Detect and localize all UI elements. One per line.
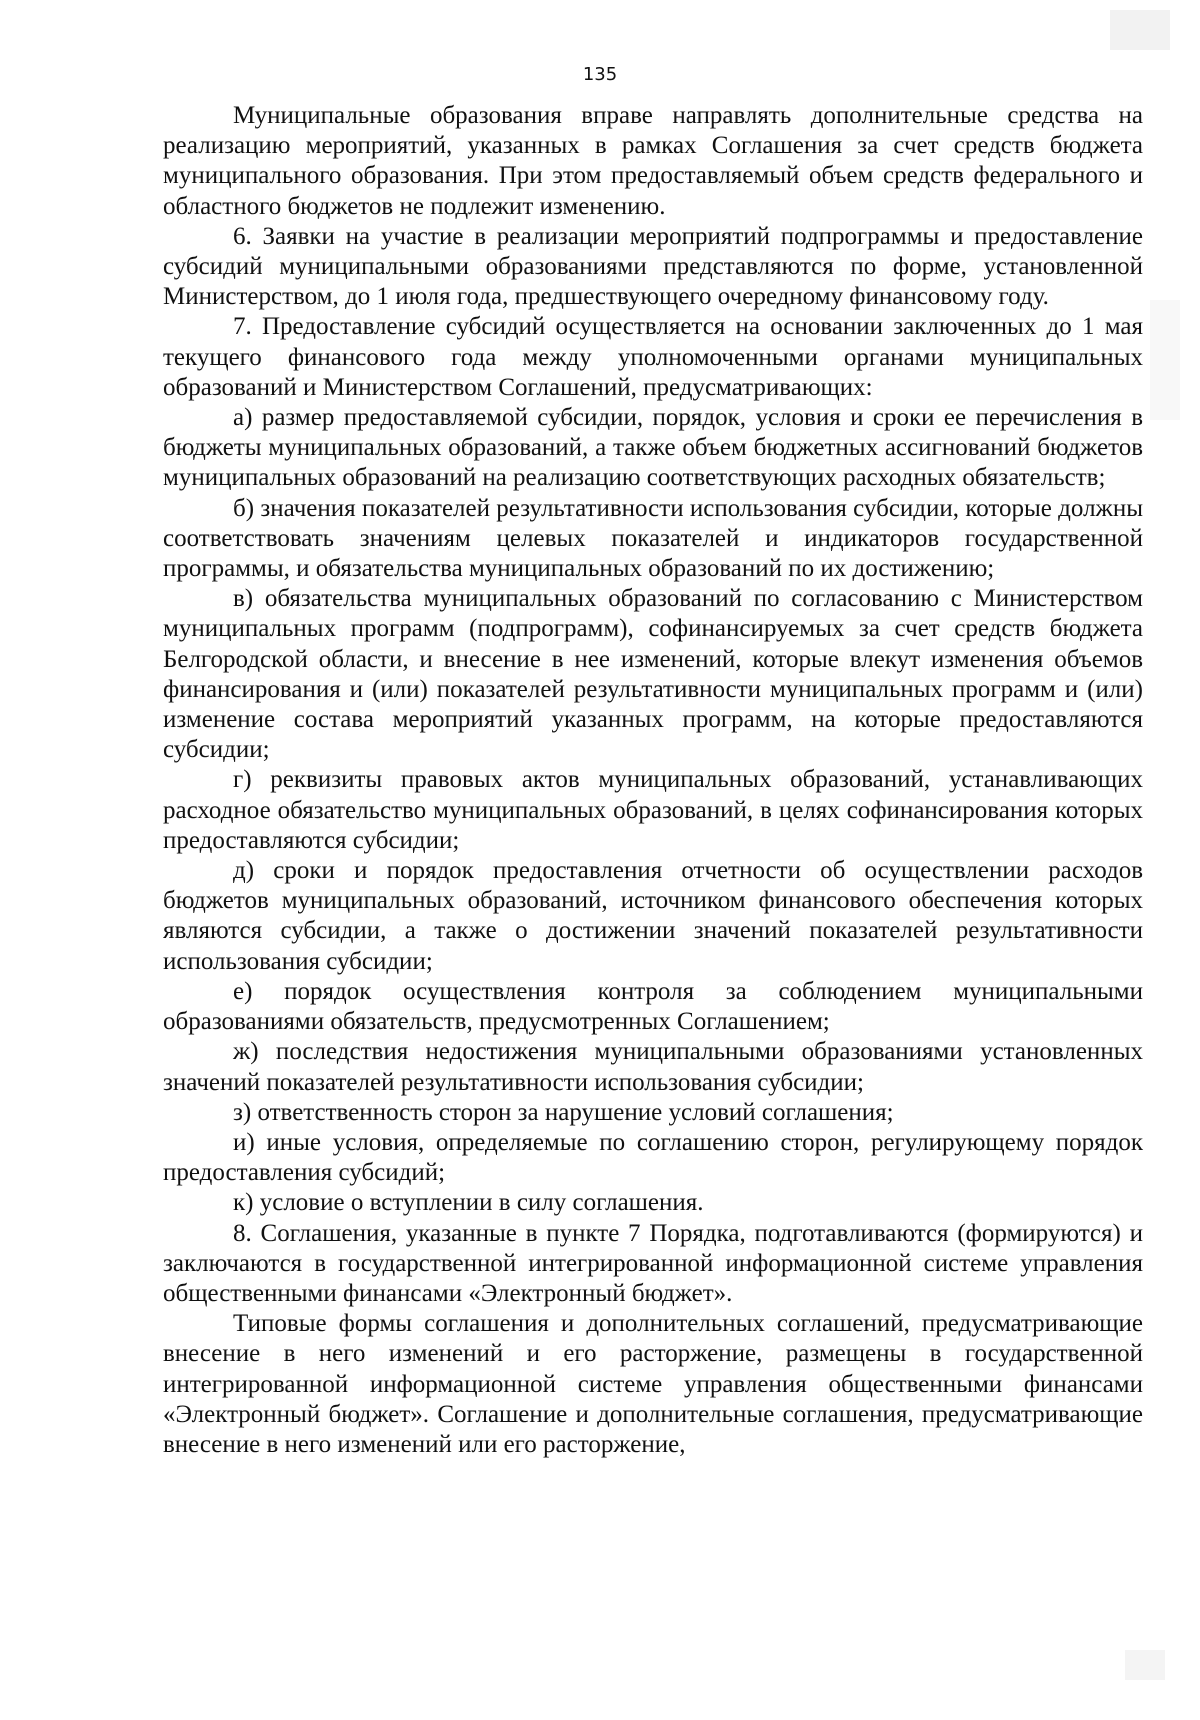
- list-item-b: б) значения показателей результативности использования субсидии, которые должны соответствовать значениям целевых показателей и индикаторов государственной программы, и обязательства муниципальных образований по их достижению;: [163, 494, 1143, 583]
- document-body: [163, 101, 1143, 1460]
- paragraph-intro: Муниципальные образования вправе направлять дополнительные средства на реализацию мероприятий, указанных в рамках Соглашения за счет средств бюджета муниципального образования. При этом предоставляемый объем средств федерального и областного бюджетов не подлежит изменению.: [163, 102, 1143, 220]
- paragraph-typical-forms: Типовые формы соглашения и дополнительных соглашений, предусматривающие внесение в него изменений и его расторжение, размещены в государственной интегрированной информационной системе управления общественными финансами «Электронный бюджет». Соглашение и дополнительные соглашения, предусматривающие внесение в него изменений или его расторжение,: [163, 1310, 1143, 1458]
- paragraph-6: 6. Заявки на участие в реализации мероприятий подпрограммы и предоставление субсидий муниципальными образованиями представляются по форме, установленной Министерством, до 1 июля года, предшествующего очередному финансовому году.: [163, 222, 1143, 311]
- paragraph-8: 8. Соглашения, указанные в пункте 7 Порядка, подготавливаются (формируются) и заключаются в государственной интегрированной информационной системе управления общественными финансами «Электронный бюджет».: [163, 1219, 1143, 1307]
- list-item-e: е) порядок осуществления контроля за соблюдением муниципальными образованиями обязательств, предусмотренных Соглашением;: [163, 977, 1143, 1036]
- list-item-zh: ж) последствия недостижения муниципальными образованиями установленных значений показателей результативности использования субсидии;: [163, 1038, 1143, 1096]
- paragraph-7: 7. Предоставление субсидий осуществляется на основании заключенных до 1 мая текущего финансового года между уполномоченными органами муниципальных образований и Министерством Соглашений, предусматривающих:: [163, 313, 1143, 401]
- list-item-z: з) ответственность сторон за нарушение условий соглашения;: [233, 1098, 894, 1126]
- scan-noise: [1110, 10, 1170, 50]
- list-item-d: д) сроки и порядок предоставления отчетности об осуществлении расходов бюджетов муниципальных образований, источником финансового обеспечения которых являются субсидии, а также о достижении значений показателей результативности использования субсидии;: [163, 857, 1143, 975]
- list-item-v: в) обязательства муниципальных образований по согласованию с Министерством муниципальных программ (подпрограмм), софинансируемых за счет средств бюджета Белгородской области, и внесение в нее изменений, которые влекут изменения объемов финансирования и (или) показателей результативности муниципальных программ и (или) изменение состава мероприятий указанных программ, на которые предоставляются субсидии;: [163, 585, 1143, 764]
- list-item-i: и) иные условия, определяемые по соглашению сторон, регулирующему порядок предоставления субсидий;: [163, 1128, 1143, 1187]
- list-item-k: к) условие о вступлении в силу соглашения.: [233, 1189, 704, 1217]
- list-item-g: г) реквизиты правовых актов муниципальных образований, устанавливающих расходное обязательство муниципальных образований, в целях софинансирования которых предоставляются субсидии;: [163, 766, 1143, 854]
- list-item-a: а) размер предоставляемой субсидии, порядок, условия и сроки ее перечисления в бюджеты муниципальных образований, а также объем бюджетных ассигнований бюджетов муниципальных образований на реализацию соответствующих расходных обязательств;: [163, 404, 1143, 492]
- page-number: 135: [582, 64, 618, 85]
- scan-noise: [1125, 1650, 1165, 1680]
- scan-noise: [1150, 300, 1180, 420]
